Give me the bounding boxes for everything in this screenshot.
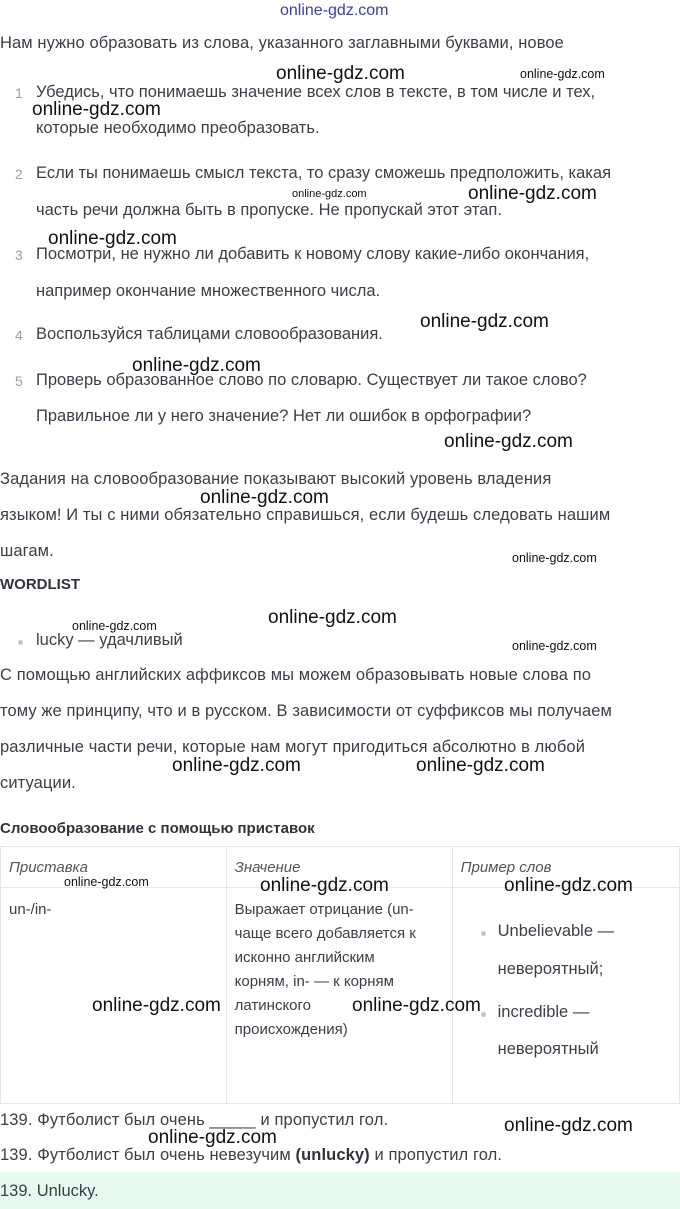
affix-text: различные части речи, которые нам могут пригодиться абсолютно в любой: [0, 738, 586, 756]
watermark: online-gdz.com: [504, 1115, 633, 1136]
meaning-line: исконно английским: [234, 949, 375, 966]
answer-word: (unlucky): [295, 1146, 370, 1164]
watermark: online-gdz.com: [276, 63, 405, 84]
watermark: online-gdz.com: [512, 551, 597, 565]
step-text: Проверь образованное слово по словарю. Существует ли такое слово?: [36, 371, 587, 389]
summary-text: Задания на словообразование показывают высокий уровень владения: [0, 470, 552, 488]
meaning-line: Выражает отрицание (un-: [234, 901, 414, 918]
step-number: 5: [15, 373, 23, 389]
meaning-line: происхождения): [234, 1021, 348, 1038]
watermark: online-gdz.com: [468, 183, 597, 204]
intro-text: Нам нужно образовать из слова, указанного заглавными буквами, новое: [0, 34, 564, 52]
watermark: online-gdz.com: [148, 1127, 277, 1148]
affix-text: тому же принципу, что и в русском. В зависимости от суффиксов мы получаем: [0, 702, 612, 720]
examples-cell: [453, 888, 679, 1103]
example-line: невероятный: [497, 1040, 599, 1058]
step-number: 4: [15, 327, 23, 343]
watermark: online-gdz.com: [64, 875, 149, 889]
step-text: Воспользуйся таблицами словообразования.: [36, 325, 383, 343]
watermark: online-gdz.com: [92, 995, 221, 1016]
exercise-text: 139. Футболист был очень невезучим: [0, 1146, 296, 1164]
step-text: Правильное ли у него значение? Нет ли ошибок в орфографии?: [36, 407, 532, 425]
watermark: online-gdz.com: [132, 355, 261, 376]
column-header: Значение: [234, 859, 301, 876]
wordlist-heading: WORDLIST: [0, 576, 80, 593]
bullet-icon: [18, 640, 23, 645]
meaning-line: корням, in- — к корням: [234, 973, 394, 990]
watermark: online-gdz.com: [504, 875, 633, 896]
step-number: 3: [15, 247, 23, 263]
prefix-cell: un-/in-: [9, 901, 52, 918]
answer-block: [0, 1172, 680, 1209]
watermark: online-gdz.com: [260, 875, 389, 896]
step-text: которые необходимо преобразовать.: [36, 119, 320, 137]
watermark: online-gdz.com: [72, 619, 157, 633]
exercise-blank: 139. Футболист был очень _____ и пропустил гол.: [0, 1111, 389, 1129]
summary-text: шагам.: [0, 542, 54, 560]
bullet-icon: [481, 1012, 486, 1017]
exercise-text: и пропустил гол.: [369, 1146, 503, 1164]
example-line: incredible —: [497, 1003, 590, 1021]
meaning-line: чаще всего добавляется к: [234, 925, 416, 942]
wordlist-item: lucky — удачливый: [36, 631, 183, 649]
step-text: Убедись, что понимаешь значение всех слов в тексте, в том числе и тех,: [36, 83, 596, 101]
watermark: online-gdz.com: [268, 607, 397, 628]
watermark: online-gdz.com: [172, 755, 301, 776]
column-header: Пример слов: [460, 859, 552, 876]
watermark: online-gdz.com: [32, 99, 161, 120]
meaning-line: латинского: [234, 997, 311, 1014]
table-heading: Словообразование с помощью приставок: [0, 820, 315, 837]
summary-text: языком! И ты с ними обязательно справишься, если будешь следовать нашим: [0, 506, 611, 524]
watermark: online-gdz.com: [292, 188, 367, 200]
watermark: online-gdz.com: [352, 995, 481, 1016]
watermark: online-gdz.com: [200, 487, 329, 508]
watermark: online-gdz.com: [280, 2, 389, 19]
meaning-cell: [227, 888, 452, 1042]
step-text: например окончание множественного числа.: [36, 282, 381, 300]
step-text: часть речи должна быть в пропуске. Не пропускай этот этап.: [36, 201, 502, 219]
watermark: online-gdz.com: [420, 311, 549, 332]
example-line: невероятный;: [497, 960, 604, 978]
answer-text: 139. Unlucky.: [0, 1182, 99, 1200]
watermark: online-gdz.com: [512, 639, 597, 653]
watermark: online-gdz.com: [48, 228, 177, 249]
step-text: Посмотри, не нужно ли добавить к новому слову какие-либо окончания,: [36, 245, 590, 263]
example-line: Unbelievable —: [497, 922, 615, 940]
watermark: online-gdz.com: [416, 755, 545, 776]
affix-text: С помощью английских аффиксов мы можем образовывать новые слова по: [0, 666, 592, 684]
watermark: online-gdz.com: [444, 431, 573, 452]
step-text: Если ты понимаешь смысл текста, то сразу сможешь предположить, какая: [36, 164, 612, 182]
bullet-icon: [481, 931, 486, 936]
column-header: Приставка: [9, 859, 88, 876]
watermark: online-gdz.com: [520, 67, 605, 81]
step-number: 2: [15, 166, 23, 182]
affix-text: ситуации.: [0, 774, 76, 792]
step-number: 1: [15, 85, 23, 101]
